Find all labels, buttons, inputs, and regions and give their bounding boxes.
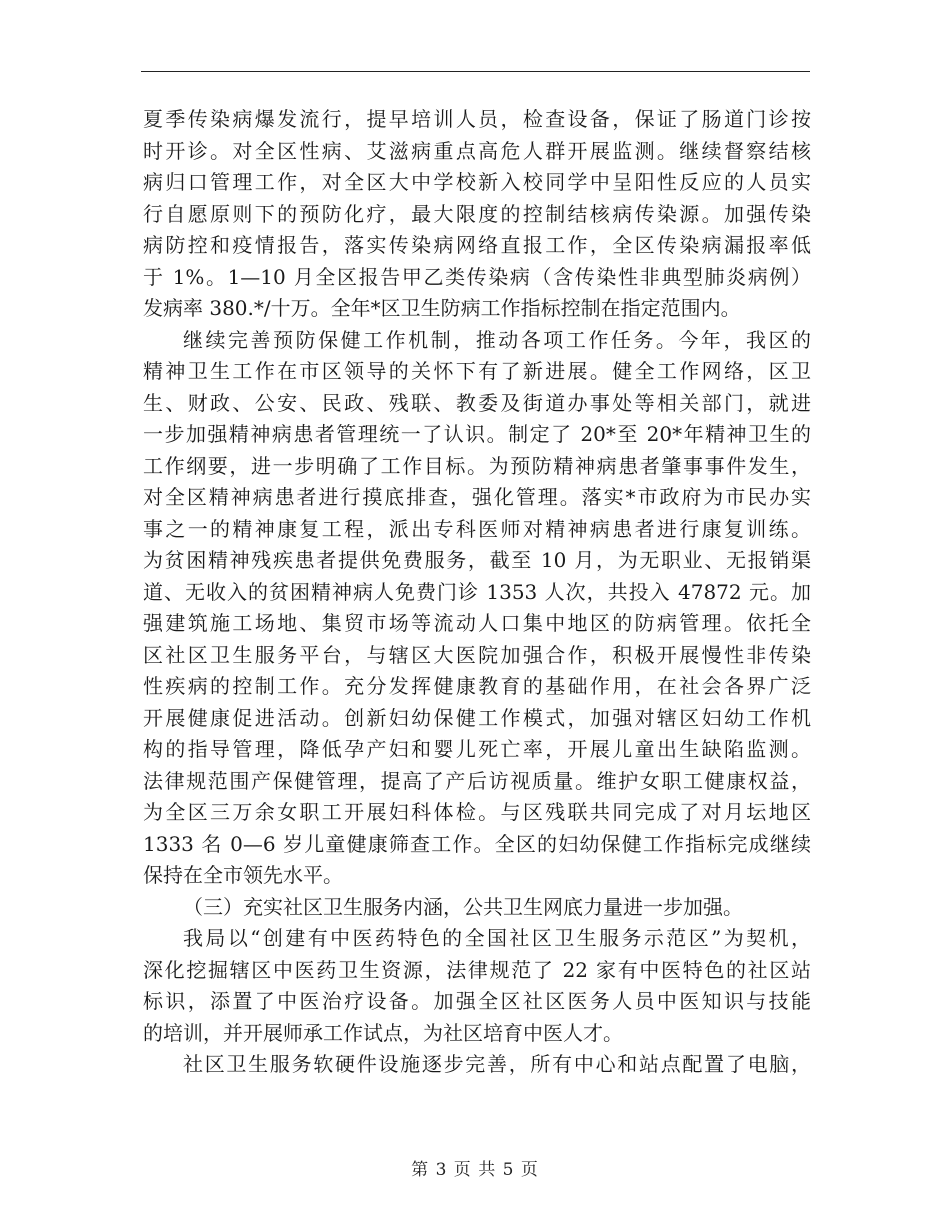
text-line: 对全区精神病患者进行摸底排查，强化管理。落实*市政府为市民办实 xyxy=(143,485,811,509)
text-line: 工作纲要，进一步明确了工作目标。为预防精神病患者肇事事件发生， xyxy=(143,453,811,478)
text-line: 性疾病的控制工作。充分发挥健康教育的基础作用，在社会各界广泛 xyxy=(143,674,811,698)
text-line: 为全区三万余女职工开展妇科体检。与区残联共同完成了对月坛地区 xyxy=(143,800,811,824)
text-line: 一步加强精神病患者管理统一了认识。制定了 20*至 20*年精神卫生的 xyxy=(143,422,811,446)
text-line: 社区卫生服务软硬件设施逐步完善，所有中心和站点配置了电脑， xyxy=(183,1052,811,1076)
text-line: 开展健康促进活动。创新妇幼保健工作模式，加强对辖区妇幼工作机 xyxy=(143,705,811,730)
text-line: 生、财政、公安、民政、残联、教委及街道办事处等相关部门，就进 xyxy=(143,390,811,415)
header-rule xyxy=(141,71,810,72)
text-line: 1333 名 0—6 岁儿童健康筛查工作。全区的妇幼保健工作指标完成继续 xyxy=(143,831,811,856)
text-line: 构的指导管理，降低孕产妇和婴儿死亡率，开展儿童出生缺陷监测。 xyxy=(143,737,811,761)
text-line: 事之一的精神康复工程，派出专科医师对精神病患者进行康复训练。 xyxy=(143,516,811,541)
text-line: 夏季传染病爆发流行，提早培训人员，检查设备，保证了肠道门诊按 xyxy=(143,107,811,131)
text-line: 我局以“创建有中医药特色的全国社区卫生服务示范区”为契机， xyxy=(183,926,811,950)
text-line: 病防控和疫情报告，落实传染病网络直报工作，全区传染病漏报率低 xyxy=(143,233,811,257)
text-line: 的培训，并开展师承工作试点，为社区培育中医人才。 xyxy=(143,1020,623,1045)
page-footer: 第 3 页 共 5 页 xyxy=(411,1160,539,1180)
text-line: 道、无收入的贫困精神病人免费门诊 1353 人次，共投入 47872 元。加 xyxy=(143,579,811,604)
text-line: 精神卫生工作在市区领导的关怀下有了新进展。健全工作网络，区卫 xyxy=(143,359,811,383)
document-body xyxy=(143,104,811,1081)
text-line: 区社区卫生服务平台，与辖区大医院加强合作，积极开展慢性非传染 xyxy=(143,642,811,667)
text-line: 行自愿原则下的预防化疗，最大限度的控制结核病传染源。加强传染 xyxy=(143,201,811,226)
text-line: 标识，添置了中医治疗设备。加强全区社区医务人员中医知识与技能 xyxy=(143,989,811,1013)
text-line: 法律规范围产保健管理，提高了产后访视质量。维护女职工健康权益， xyxy=(143,768,811,793)
text-line: （三）充实社区卫生服务内涵，公共卫生网底力量进一步加强。 xyxy=(183,894,743,919)
text-line: 时开诊。对全区性病、艾滋病重点高危人群开展监测。继续督察结核 xyxy=(143,138,811,163)
text-line: 深化挖掘辖区中医药卫生资源，法律规范了 22 家有中医特色的社区站 xyxy=(143,957,811,982)
text-line: 于 1%。1—10 月全区报告甲乙类传染病（含传染性非典型肺炎病例） xyxy=(143,264,811,289)
text-line: 为贫困精神残疾患者提供免费服务，截至 10 月，为无职业、无报销渠 xyxy=(143,548,811,572)
text-line: 强建筑施工场地、集贸市场等流动人口集中地区的防病管理。依托全 xyxy=(143,611,811,635)
text-line: 病归口管理工作，对全区大中学校新入校同学中呈阳性反应的人员实 xyxy=(143,170,811,194)
text-line: 继续完善预防保健工作机制，推动各项工作任务。今年，我区的 xyxy=(183,327,811,352)
text-line: 保持在全市领先水平。 xyxy=(143,863,343,887)
text-line: 发病率 380.*/十万。全年*区卫生防病工作指标控制在指定范围内。 xyxy=(143,296,741,320)
